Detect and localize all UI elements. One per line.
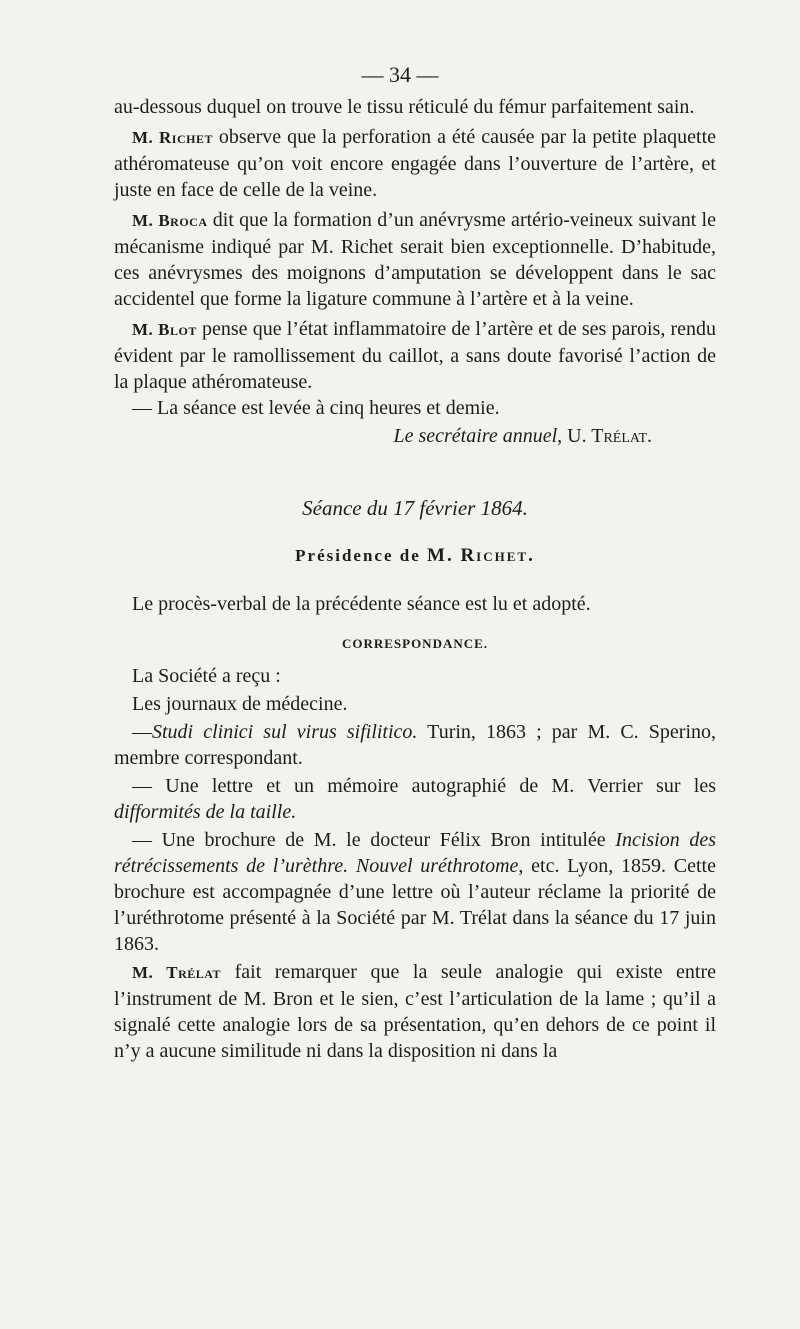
closing-line: — La séance est levée à cinq heures et demie.: [132, 397, 500, 419]
speaker-text: fait remarquer que la seule analogie qui existe entre l’instrument de M. Bron et le sien, c’est l’articulation de la lame ; qu’il a signalé cette analogie lors de sa présentation, qu’en dehors de ce point il n’y a aucune similitude ni dans la disposition ni dans la: [114, 961, 716, 1062]
page-body: [114, 94, 716, 1064]
paragraph-broca: [114, 207, 716, 312]
correspondance-item: Les journaux de médecine.: [132, 693, 348, 715]
speaker-name: M. Trélat: [132, 963, 222, 982]
speaker-name: M. Broca: [132, 211, 208, 230]
speaker-text: dit que la formation d’un anévrysme artério-veineux suivant le mécanisme indiqué par M. Richet serait bien exceptionnelle. D’habitude, ces anévrysmes des moignons d’amputation se développent dans le sac accidentel que forme la ligature commune à l’artère et à la veine.: [114, 209, 716, 310]
speaker-text: pense que l’état inflammatoire de l’artère et de ses parois, rendu évident par le ramollissement du caillot, a sans doute favorisé l’action de la plaque athéromateuse.: [114, 318, 716, 393]
correspondance-heading: CORRESPONDANCE.: [341, 636, 489, 651]
paragraph-trelat: [114, 959, 716, 1064]
signature-separator: ,: [557, 425, 568, 447]
paragraph-richet: [114, 124, 716, 203]
item-text: — Une brochure de M. le docteur Félix Bron intitulée: [132, 829, 616, 851]
item-dash: —: [132, 721, 152, 743]
signature-name: U. Trélat.: [567, 425, 652, 447]
paragraph-continuation: au-dessous duquel on trouve le tissu réticulé du fémur parfaitement sain.: [114, 96, 695, 118]
correspondance-intro: La Société a reçu :: [132, 665, 281, 687]
signature-role: Le secrétaire annuel: [393, 425, 558, 447]
page-number: — 34 —: [361, 62, 439, 87]
item-title: Incision des rétrécissements de l’urèthre. Nouvel uréthrotome: [114, 829, 717, 877]
seance-title: Séance du 17 février 1864.: [302, 496, 528, 520]
speaker-name: M. Blot: [132, 320, 197, 339]
item-text: Turin, 1863 ; par M. C. Sperino, membre correspondant.: [114, 721, 716, 769]
paragraph-blot: [114, 316, 716, 395]
presidence-prefix: Présidence de: [295, 546, 428, 565]
speaker-text: observe que la perforation a été causée par la petite plaquette athéromateuse qu’on voit encore engagée dans l’ouverture de l’artère, et juste en face de celle de la veine.: [114, 126, 717, 201]
item-text: — Une lettre et un mémoire autographié de M. Verrier sur les: [132, 775, 716, 797]
item-title: difformités de la taille.: [114, 801, 297, 823]
correspondance-item: [114, 773, 716, 825]
speaker-name: M. Richet: [132, 128, 213, 147]
correspondance-item: [114, 827, 716, 957]
correspondance-item: [114, 719, 716, 771]
proces-verbal: Le procès-verbal de la précédente séance est lu et adopté.: [132, 593, 591, 615]
presidence-name: M. Richet.: [427, 545, 535, 566]
signature: [114, 423, 716, 449]
item-text: , etc. Lyon, 1859. Cette brochure est accompagnée d’une lettre où l’auteur réclame la priorité de l’uréthrotome présenté à la Société par M. Trélat dans la séance du 17 juin 1863.: [114, 855, 716, 955]
item-title: Studi clinici sul virus sifilitico.: [152, 721, 418, 743]
presidence-heading: [114, 543, 716, 569]
